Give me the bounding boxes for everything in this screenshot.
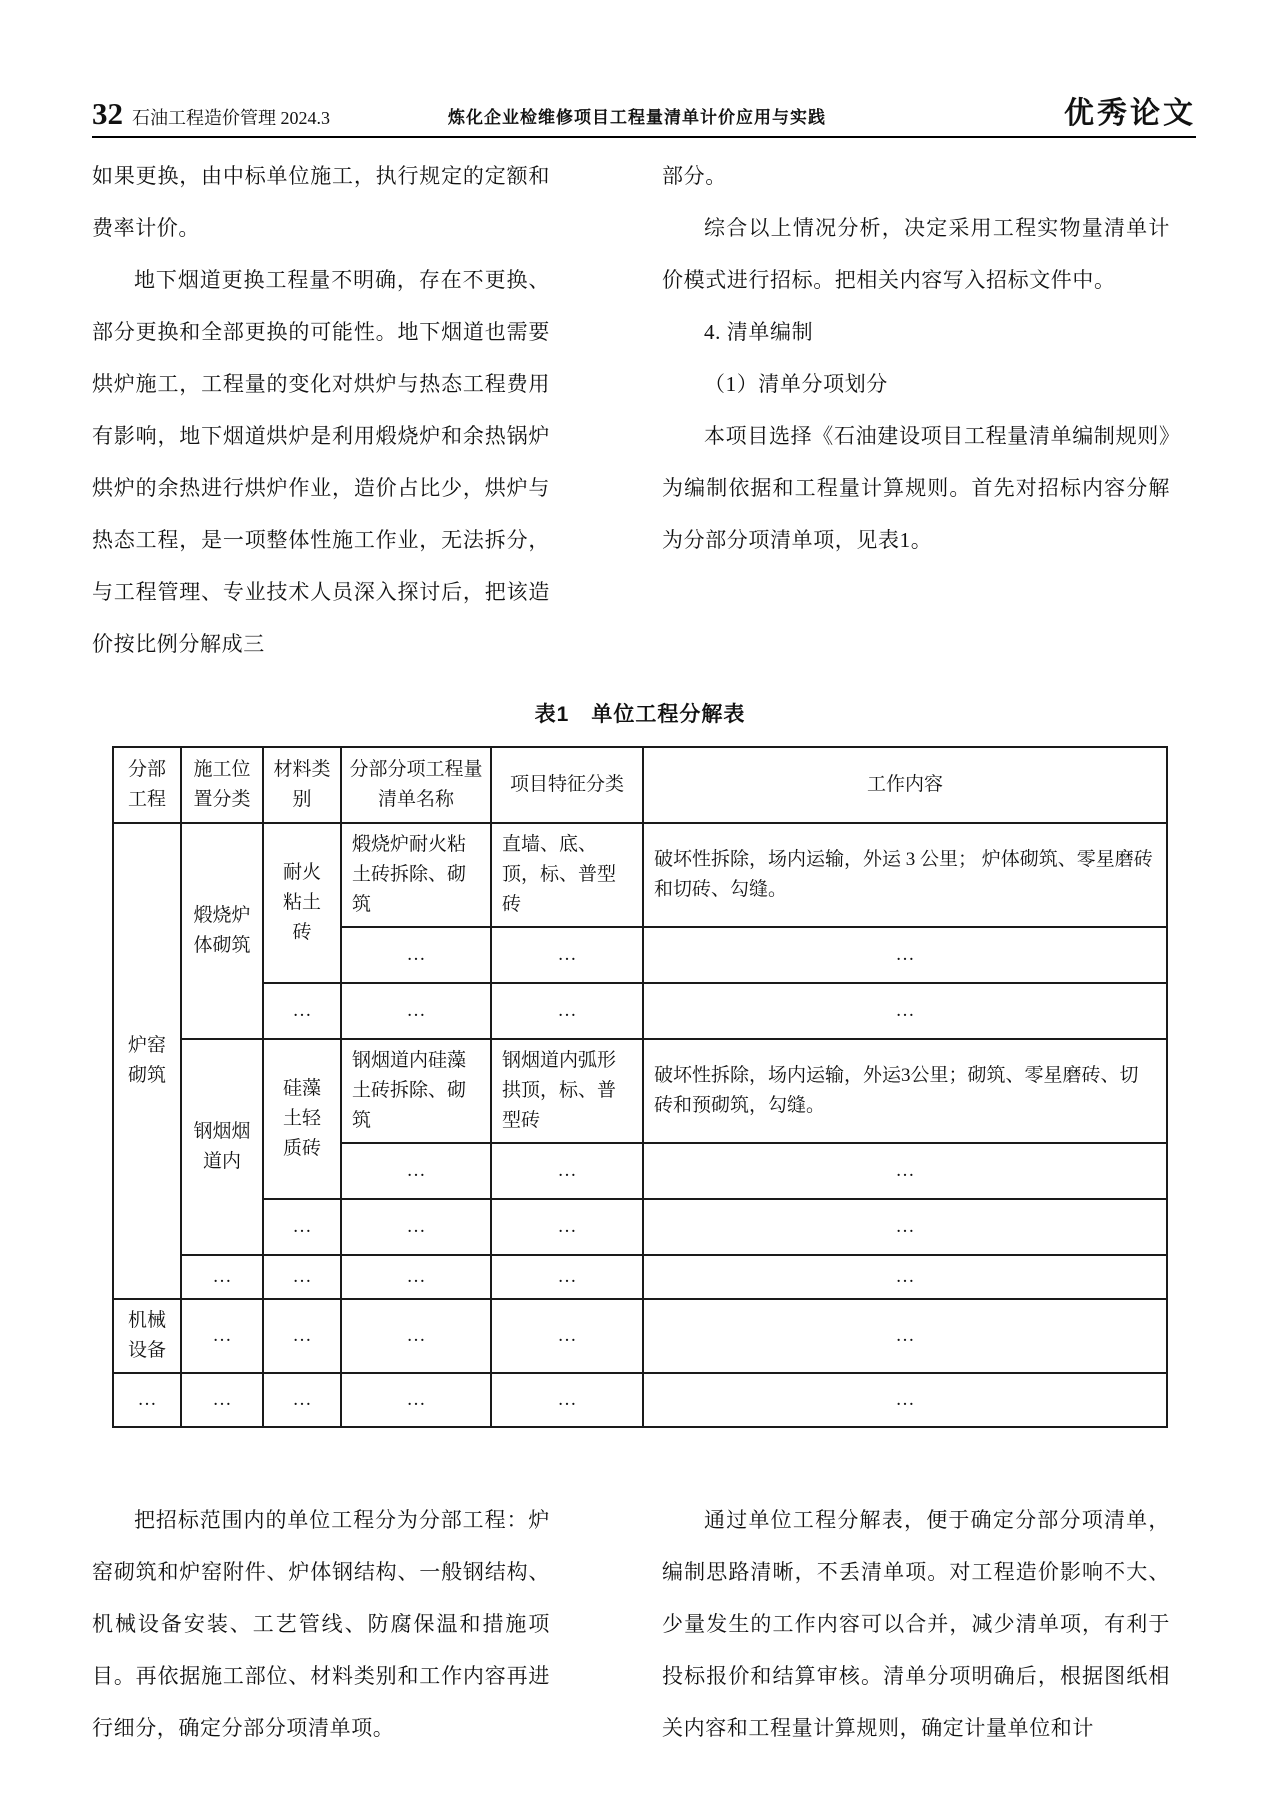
table-cell: … — [263, 1199, 341, 1255]
table-row — [113, 823, 1167, 927]
table-cell: … — [341, 1143, 491, 1199]
header-rule — [92, 136, 1196, 138]
table-header-cell: 工作内容 — [643, 747, 1167, 823]
table-cell: … — [643, 1373, 1167, 1427]
paragraph: 综合以上情况分析，决定采用工程实物量清单计价模式进行招标。把相关内容写入招标文件中。 — [662, 216, 1170, 292]
table-cell: 破坏性拆除，场内运输，外运3公里；砌筑、零星磨砖、切砖和预砌筑，勾缝。 — [643, 1039, 1167, 1143]
table-cell: … — [491, 927, 643, 983]
table-row — [113, 1199, 1167, 1255]
table-row — [113, 1039, 1167, 1143]
table-cell: 钢烟道内硅藻土砖拆除、砌筑 — [341, 1039, 491, 1143]
table-row — [113, 983, 1167, 1039]
table-cell: … — [341, 1373, 491, 1427]
table-header-row — [113, 747, 1167, 823]
page-number: 32 — [92, 96, 123, 131]
table-header-cell: 分部分项工程量清单名称 — [341, 747, 491, 823]
bottom-text-section — [92, 1494, 1170, 1754]
journal-name: 石油工程造价管理 2024.3 — [132, 107, 330, 128]
section-heading: 4. 清单编制 — [704, 320, 814, 344]
table-cell: … — [643, 1255, 1167, 1299]
table-cell: 煅烧炉体砌筑 — [181, 823, 263, 1039]
table-cell: … — [341, 1299, 491, 1373]
bottom-right-column — [662, 1494, 1170, 1754]
header-left — [92, 98, 330, 129]
table-cell: … — [643, 1299, 1167, 1373]
table-cell: 煅烧炉耐火粘土砖拆除、砌筑 — [341, 823, 491, 927]
table-cell: 钢烟烟道内 — [181, 1039, 263, 1255]
table-cell: … — [341, 927, 491, 983]
paragraph: 通过单位工程分解表，便于确定分部分项清单，编制思路清晰，不丢清单项。对工程造价影响不大、少量发生的工作内容可以合并，减少清单项，有利于投标报价和结算审核。清单分项明确后，根据图纸相关内容和工程量计算规则，确定计量单位和计 — [662, 1508, 1170, 1740]
top-text-section — [92, 150, 1170, 670]
top-right-column — [662, 150, 1170, 670]
table-header-cell: 施工位置分类 — [181, 747, 263, 823]
running-title: 炼化企业检维修项目工程量清单计价应用与实践 — [448, 108, 826, 127]
table-row — [113, 1255, 1167, 1299]
top-left-column — [92, 150, 550, 670]
paragraph: 部分。 — [662, 164, 727, 188]
table-header-cell: 材料类别 — [263, 747, 341, 823]
table-cell: 硅藻土轻质砖 — [263, 1039, 341, 1199]
table-cell: … — [643, 1199, 1167, 1255]
table-title: 表1 单位工程分解表 — [534, 703, 746, 726]
bottom-left-column — [92, 1494, 550, 1754]
table-cell: … — [263, 1299, 341, 1373]
table-cell: … — [643, 1143, 1167, 1199]
table-cell: 破坏性拆除，场内运输，外运 3 公里； 炉体砌筑、零星磨砖和切砖、勾缝。 — [643, 823, 1167, 927]
table-cell: … — [263, 1255, 341, 1299]
table-cell: … — [491, 1255, 643, 1299]
table-cell: … — [491, 1143, 643, 1199]
table-cell: 钢烟道内弧形拱顶，标、普型砖 — [491, 1039, 643, 1143]
table-cell: … — [263, 983, 341, 1039]
table-header-cell: 分部工程 — [113, 747, 181, 823]
paragraph: 本项目选择《石油建设项目工程量清单编制规则》为编制依据和工程量计算规则。首先对招标内容分解为分部分项清单项，见表1。 — [662, 424, 1170, 552]
table-cell: … — [341, 1255, 491, 1299]
table-header-cell: 项目特征分类 — [491, 747, 643, 823]
table-cell: 耐火粘土砖 — [263, 823, 341, 983]
table-cell: 炉窑砌筑 — [113, 823, 181, 1299]
table-cell: … — [341, 983, 491, 1039]
table-cell: … — [181, 1299, 263, 1373]
table-cell: 机械设备 — [113, 1299, 181, 1373]
paragraph: 如果更换，由中标单位施工，执行规定的定额和费率计价。 — [92, 164, 550, 240]
table-cell: … — [643, 927, 1167, 983]
table-cell: … — [491, 1299, 643, 1373]
table-cell: … — [491, 1373, 643, 1427]
table-cell: … — [491, 1199, 643, 1255]
table-cell: … — [263, 1373, 341, 1427]
table-cell: … — [491, 983, 643, 1039]
table-cell: … — [643, 983, 1167, 1039]
subsection-heading: （1）清单分项划分 — [704, 372, 888, 396]
table-row — [113, 1299, 1167, 1373]
unit-project-decomposition-table — [112, 746, 1168, 1428]
table-cell: … — [341, 1199, 491, 1255]
table-cell: 直墙、底、顶，标、普型砖 — [491, 823, 643, 927]
table-cell: … — [181, 1255, 263, 1299]
table-cell: … — [181, 1373, 263, 1427]
paragraph: 把招标范围内的单位工程分为分部工程：炉窑砌筑和炉窑附件、炉体钢结构、一般钢结构、机械设备安装、工艺管线、防腐保温和措施项目。再依据施工部位、材料类别和工作内容再进行细分，确定分部分项清单项。 — [92, 1508, 550, 1740]
table-cell: … — [113, 1373, 181, 1427]
paragraph: 地下烟道更换工程量不明确，存在不更换、部分更换和全部更换的可能性。地下烟道也需要烘炉施工，工程量的变化对烘炉与热态工程费用有影响，地下烟道烘炉是利用煅烧炉和余热锅炉烘炉的余热进行烘炉作业，造价占比少，烘炉与热态工程，是一项整体性施工作业，无法拆分，与工程管理、专业技术人员深入探讨后，把该造价按比例分解成三 — [92, 268, 550, 656]
table-row — [113, 1373, 1167, 1427]
award-badge: 优秀论文 — [1064, 97, 1196, 130]
page-header — [92, 0, 1196, 129]
